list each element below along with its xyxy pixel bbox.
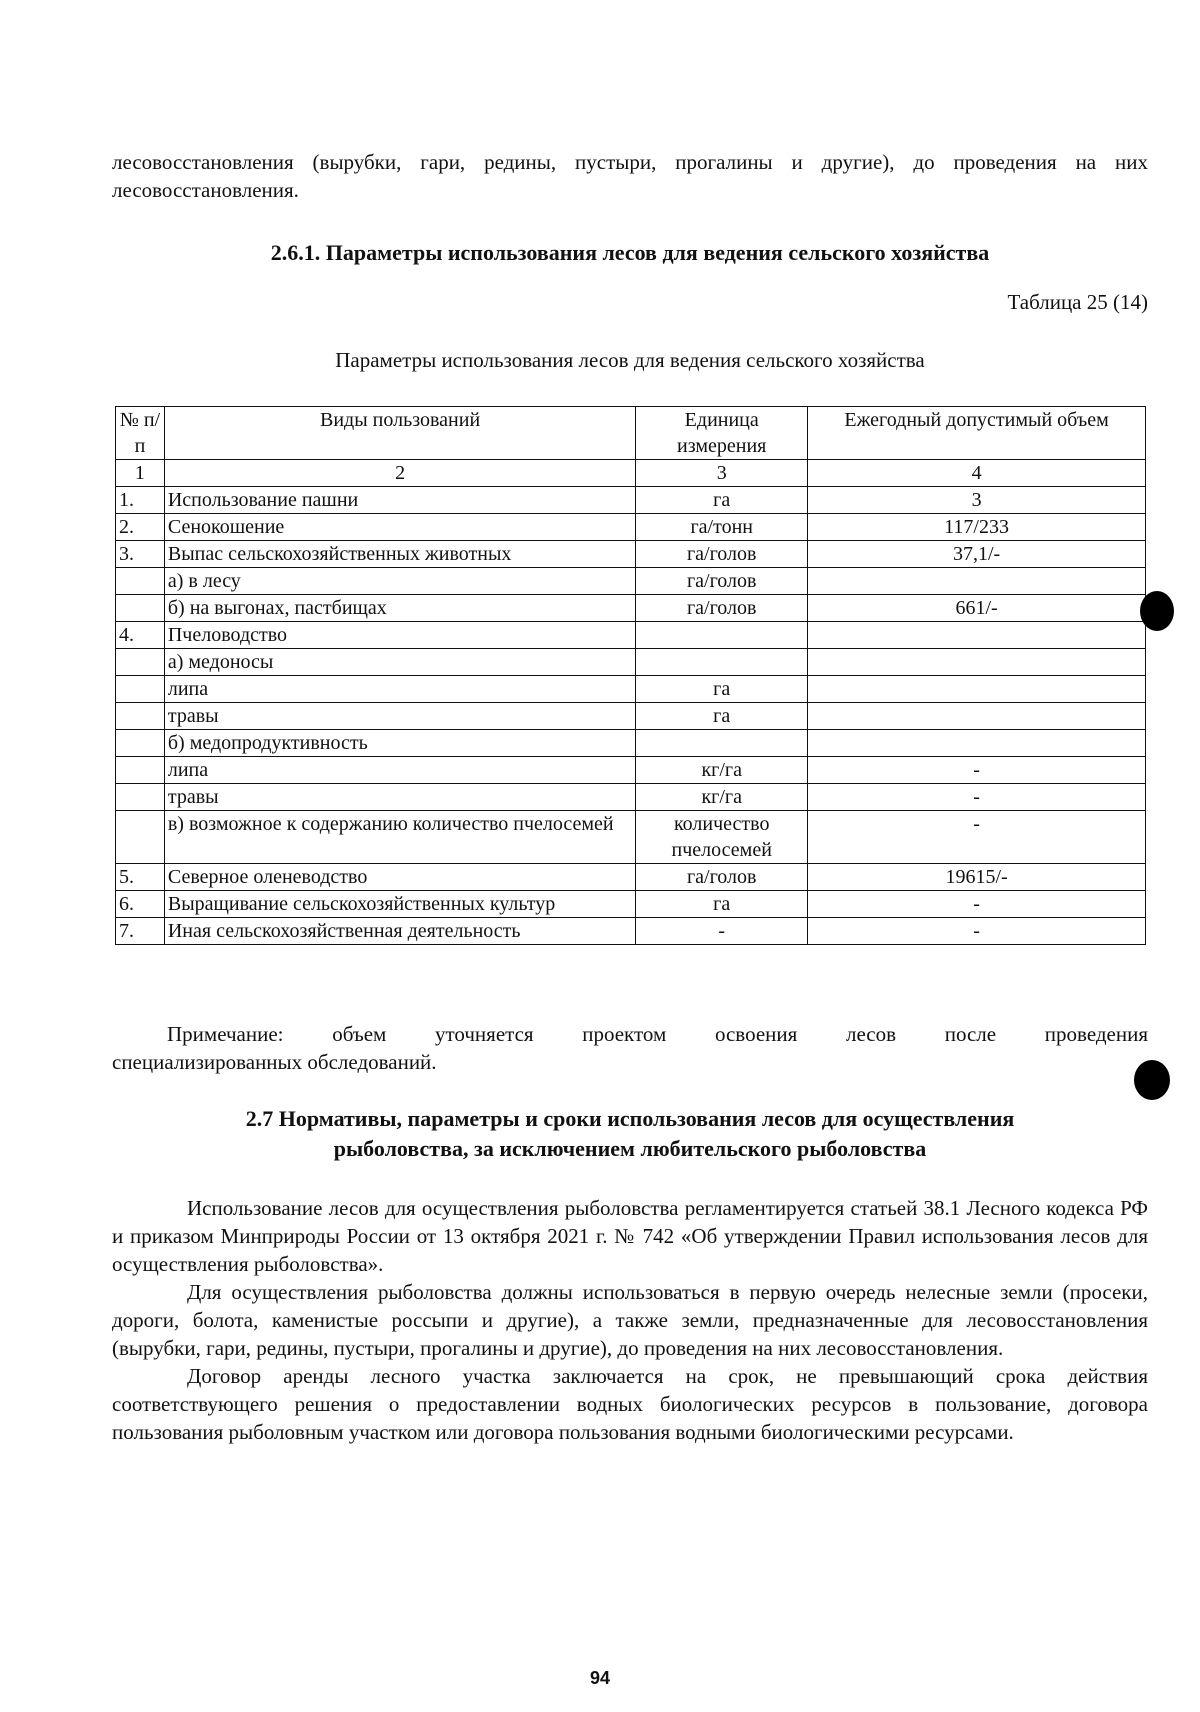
row-kind: липа	[164, 676, 635, 703]
index-cell: 4	[808, 460, 1146, 487]
row-unit	[636, 649, 808, 676]
row-volume: 661/-	[808, 595, 1146, 622]
table-header-row	[116, 407, 1146, 460]
section-261-title: 2.6.1. Параметры использования лесов для ведения сельского хозяйства	[270, 240, 990, 265]
row-volume	[808, 622, 1146, 649]
row-num: 2.	[116, 514, 165, 541]
row-kind: травы	[164, 784, 635, 811]
row-volume	[808, 649, 1146, 676]
row-unit	[636, 730, 808, 757]
row-unit: га	[636, 891, 808, 918]
row-volume: -	[808, 918, 1146, 945]
row-volume	[808, 568, 1146, 595]
row-volume: -	[808, 891, 1146, 918]
top-paragraph-line2: лесовосстановления.	[112, 178, 299, 202]
body-paragraph: Для осуществления рыболовства должны использоваться в первую очередь нелесные земли (просеки, дороги, болота, каменистые россыпи и другие), а также земли, предназначенные для лесовосстановления (вырубки, гари, редины, пустыри, прогалины и другие), до проведения на них лесовосстановления.	[112, 1280, 1148, 1360]
row-volume: 117/233	[808, 514, 1146, 541]
table-row	[116, 757, 1146, 784]
scan-hole-mark	[1140, 591, 1174, 631]
row-kind: б) на выгонах, пастбищах	[164, 595, 635, 622]
table-row	[116, 541, 1146, 568]
scan-hole-mark	[1134, 1060, 1170, 1100]
table-row	[116, 703, 1146, 730]
row-kind: б) медопродуктивность	[164, 730, 635, 757]
table-row	[116, 487, 1146, 514]
row-unit: кг/га	[636, 784, 808, 811]
table-index-row	[116, 460, 1146, 487]
table-row	[116, 918, 1146, 945]
section-27-title	[112, 1104, 1148, 1164]
parameters-table	[115, 406, 1146, 945]
table-row	[116, 784, 1146, 811]
section-27-title-line2: рыболовства, за исключением любительского рыболовства	[333, 1136, 927, 1161]
row-num: 1.	[116, 487, 165, 514]
row-volume: -	[808, 811, 1146, 864]
row-unit	[636, 622, 808, 649]
index-cell: 1	[116, 460, 165, 487]
header-kind: Виды пользований	[164, 407, 635, 460]
row-num	[116, 784, 165, 811]
top-paragraph-line1: лесовосстановления (вырубки, гари, редины, пустыри, прогалины и другие), до проведения на них	[112, 150, 1148, 174]
row-kind: Сенокошение	[164, 514, 635, 541]
row-volume: -	[808, 757, 1146, 784]
row-num: 3.	[116, 541, 165, 568]
page-number: 94	[589, 1668, 611, 1688]
row-volume: 37,1/-	[808, 541, 1146, 568]
row-num: 7.	[116, 918, 165, 945]
row-kind: липа	[164, 757, 635, 784]
row-volume: 19615/-	[808, 864, 1146, 891]
row-num	[116, 730, 165, 757]
table-row	[116, 649, 1146, 676]
table-row	[116, 811, 1146, 864]
table-row	[116, 514, 1146, 541]
table-row	[116, 891, 1146, 918]
row-unit: га	[636, 703, 808, 730]
table-row	[116, 676, 1146, 703]
row-unit: количество пчелосемей	[636, 811, 808, 864]
top-paragraph	[112, 148, 1148, 204]
row-num	[116, 649, 165, 676]
row-volume	[808, 676, 1146, 703]
table-note	[112, 1020, 1148, 1076]
body-paragraph: Договор аренды лесного участка заключается на срок, не превышающий срока действия соответствующего решения о предоставлении водных биологических ресурсов в пользование, договора пользования рыболовным участком или договора пользования водными биологическими ресурсами.	[112, 1364, 1148, 1444]
table-row	[116, 595, 1146, 622]
row-unit: га/голов	[636, 864, 808, 891]
row-kind: травы	[164, 703, 635, 730]
table-row	[116, 568, 1146, 595]
table-number: Таблица 25 (14)	[1007, 290, 1148, 314]
row-kind: Пчеловодство	[164, 622, 635, 649]
row-kind: Использование пашни	[164, 487, 635, 514]
index-cell: 2	[164, 460, 635, 487]
row-unit: га/голов	[636, 595, 808, 622]
table-title: Параметры использования лесов для ведения сельского хозяйства	[335, 348, 925, 372]
row-num	[116, 676, 165, 703]
table-row	[116, 730, 1146, 757]
table-body	[116, 487, 1146, 945]
row-unit: -	[636, 918, 808, 945]
row-unit: га/тонн	[636, 514, 808, 541]
row-kind: в) возможное к содержанию количество пчелосемей	[164, 811, 635, 864]
row-volume: -	[808, 784, 1146, 811]
row-unit: кг/га	[636, 757, 808, 784]
row-unit: га	[636, 676, 808, 703]
row-unit: га/голов	[636, 541, 808, 568]
row-unit: га/голов	[636, 568, 808, 595]
row-unit: га	[636, 487, 808, 514]
index-cell: 3	[636, 460, 808, 487]
row-volume: 3	[808, 487, 1146, 514]
table-row	[116, 864, 1146, 891]
header-num: № п/п	[116, 407, 165, 460]
row-num: 4.	[116, 622, 165, 649]
row-kind: Выращивание сельскохозяйственных культур	[164, 891, 635, 918]
row-num: 6.	[116, 891, 165, 918]
row-num	[116, 811, 165, 864]
row-kind: а) медоносы	[164, 649, 635, 676]
row-kind: а) в лесу	[164, 568, 635, 595]
row-kind: Северное оленеводство	[164, 864, 635, 891]
note-line1: Примечание: объем уточняется проектом освоения лесов после проведения	[167, 1022, 1148, 1046]
row-num	[116, 595, 165, 622]
row-kind: Выпас сельскохозяйственных животных	[164, 541, 635, 568]
row-volume	[808, 703, 1146, 730]
note-line2: специализированных обследований.	[112, 1050, 437, 1074]
table-row	[116, 622, 1146, 649]
row-num	[116, 757, 165, 784]
row-num	[116, 703, 165, 730]
row-kind: Иная сельскохозяйственная деятельность	[164, 918, 635, 945]
section-27-title-line1: 2.7 Нормативы, параметры и сроки использования лесов для осуществления	[245, 1106, 1015, 1131]
header-volume: Ежегодный допустимый объем	[808, 407, 1146, 460]
section-27-body	[112, 1194, 1148, 1446]
row-volume	[808, 730, 1146, 757]
body-paragraph: Использование лесов для осуществления рыболовства регламентируется статьей 38.1 Лесного кодекса РФ и приказом Минприроды России от 13 октября 2021 г. № 742 «Об утверждении Правил использования лесов для осуществления рыболовства».	[112, 1196, 1148, 1276]
row-num: 5.	[116, 864, 165, 891]
header-unit: Единица измерения	[636, 407, 808, 460]
row-num	[116, 568, 165, 595]
